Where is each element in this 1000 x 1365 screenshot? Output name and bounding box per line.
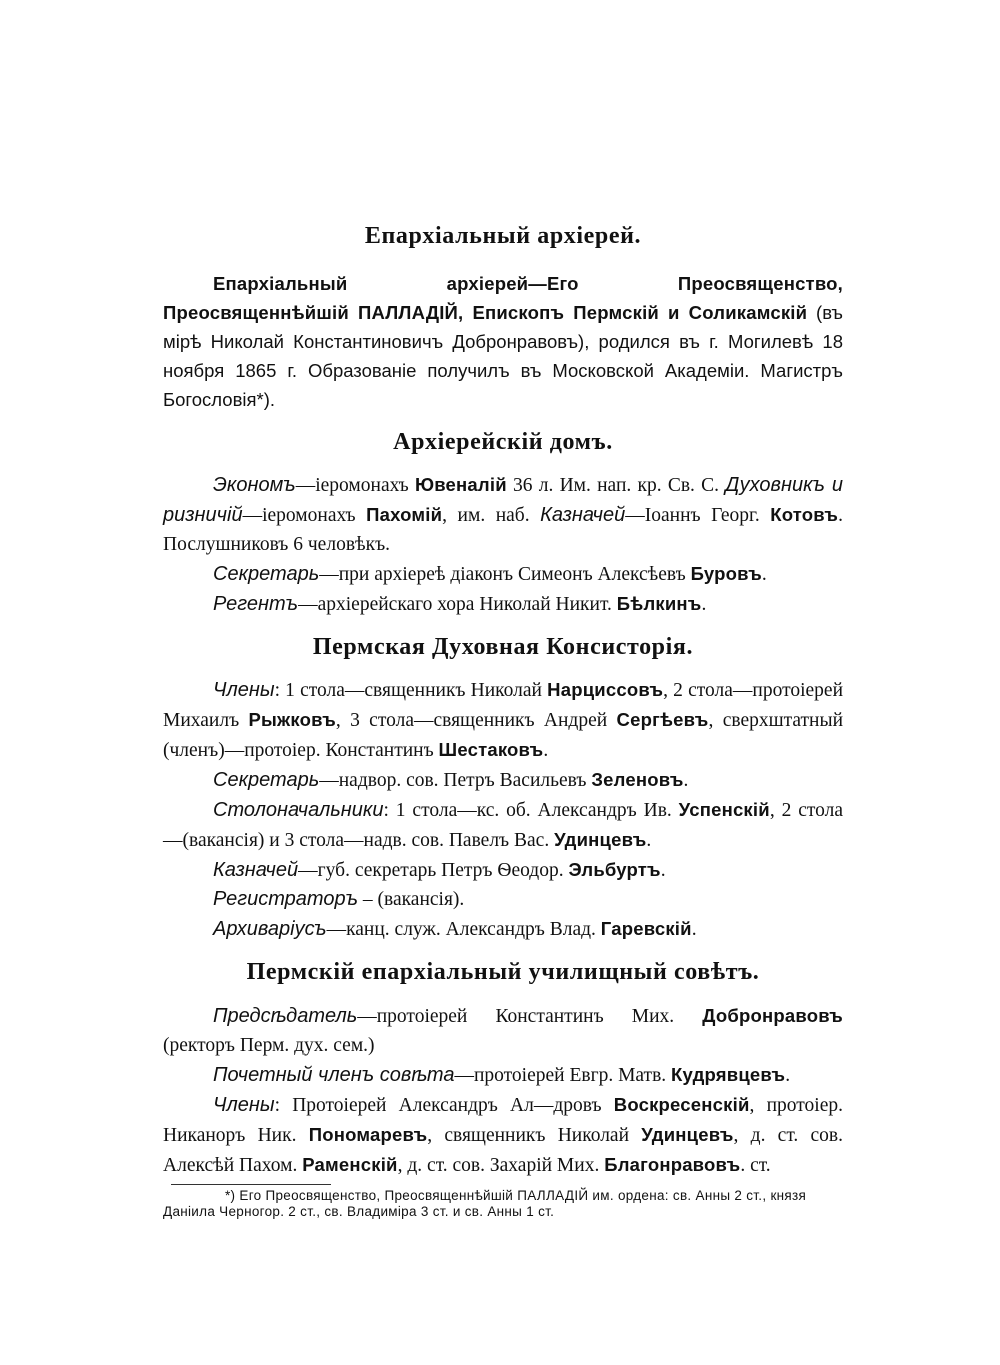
consistory-paragraph-treasurer (163, 855, 843, 885)
person-name: Ювеналій (414, 473, 507, 495)
entry-text: —Іоаннъ Георг. (625, 504, 771, 526)
person-name: Гаревскій (600, 918, 692, 940)
council-paragraph-members (163, 1090, 843, 1180)
entry-text: —при архіереѣ діаконъ Симеонъ Алексѣевъ (319, 563, 691, 585)
council-paragraph-chairman (163, 1001, 843, 1060)
person-name: Зеленовъ (591, 769, 684, 791)
entry-text: : 1 стола—священникъ Николай (274, 680, 548, 702)
entry-text: : 1 стола—кс. об. Александръ Ив. (383, 800, 679, 822)
entry-text: . (761, 563, 767, 585)
consistory-paragraph-registrar (163, 885, 843, 914)
role-label: Предсѣдатель (213, 1005, 358, 1028)
entry-text: , д. ст. сов. Захарій Мих. (397, 1155, 605, 1177)
person-name: Рыжковъ (248, 709, 336, 731)
role-label: Регентъ (213, 592, 299, 615)
consistory-paragraph-members (163, 675, 843, 765)
footnote: *) Его Преосвященство, Преосвященнѣйшій ПАЛЛАДІЙ им. ордена: св. Анны 2 ст., князя Даніила Черногор. 2 ст., св. Владиміра 3 ст. и св. Анны 1 ст. (163, 1188, 807, 1220)
section-heading: Епархіальный архіерей. (364, 223, 642, 249)
section-heading: Пермская Духовная Консисторія. (312, 633, 694, 660)
house-paragraph-staff (163, 470, 843, 559)
entry-text: (ректоръ Перм. дух. сем.) (163, 1035, 375, 1057)
entry-text: —канц. служ. Александръ Влад. (326, 919, 601, 941)
person-name: Нарциссовъ (547, 679, 664, 701)
entry-text: 36 л. Им. нап. кр. Св. С. (506, 474, 726, 496)
role-label: Казначей (540, 503, 626, 526)
entry-text: – (вакансія). (358, 889, 465, 911)
council-paragraph-honorary (163, 1060, 843, 1090)
section-school-council (163, 958, 843, 1180)
person-name: Кудрявцевъ (671, 1064, 786, 1086)
bishop-title: Епархіальный архіерей—Его Преосвященство, Преосвященнѣйшій ПАЛЛАДІЙ, Епископъ Пермскій и Соликамскій (163, 272, 843, 323)
person-name: Благонравовъ (604, 1154, 741, 1176)
entry-text: —надвор. сов. Петръ Васильевъ (319, 770, 592, 792)
role-label: Духовникъ и ризничій (163, 473, 843, 526)
role-label: Члены (213, 1094, 275, 1117)
entry-text: —іеромонахъ (295, 474, 415, 496)
entry-text: —протоіерей Константинъ Мих. (357, 1006, 703, 1028)
role-label: Секретарь (213, 562, 320, 585)
role-label: Экономъ (213, 473, 296, 496)
entry-text: . (701, 593, 707, 615)
entry-text: . (683, 770, 689, 792)
bishop-paragraph (163, 269, 843, 414)
person-name: Эльбуртъ (568, 859, 661, 881)
entry-text: . (660, 860, 666, 882)
role-label: Архиваріусъ (213, 918, 327, 941)
section-eparchial-bishop (163, 222, 843, 414)
entry-text: , сверхштатный (членъ)—протоіер. Константинъ (163, 710, 844, 762)
person-name: Пахомій (366, 503, 443, 525)
role-label: Секретарь (213, 769, 320, 792)
house-paragraph-secretary (163, 559, 843, 589)
consistory-paragraph-archivist (163, 914, 843, 944)
entry-text: , 2 стола—протоіерей Михаилъ (163, 680, 843, 732)
page (163, 222, 843, 1220)
person-name: Добронравовъ (702, 1005, 843, 1027)
person-name: Шестаковъ (438, 739, 544, 761)
section-heading: Пермскій епархіальный училищный совѣтъ. (246, 959, 760, 986)
person-name: Бѣлкинъ (616, 592, 702, 614)
entry-text: —іеромонахъ (242, 504, 367, 526)
person-name: Сергѣевъ (616, 709, 709, 731)
entry-text: —архіерейскаго хора Николай Никит. (298, 593, 617, 615)
entry-text: , им. наб. (442, 504, 541, 526)
section-heading: Архіерейскій домъ. (393, 428, 613, 455)
entry-text: . (646, 830, 652, 852)
person-name: Пономаревъ (308, 1124, 428, 1146)
consistory-paragraph-secretary (163, 765, 843, 795)
person-name: Успенскій (678, 799, 770, 821)
role-label: Казначей (213, 859, 299, 882)
entry-text: —губ. секретарь Петръ Ѳеодор. (298, 860, 569, 882)
entry-text: , 2 стола—(вакансія) и 3 стола—надв. сов. Павелъ Вас. (163, 800, 843, 852)
entry-text: : Протоіерей Александръ Ал—дровъ (274, 1095, 614, 1117)
role-label: Столоначальники (213, 799, 384, 822)
person-name: Раменскій (302, 1154, 398, 1176)
entry-text: , священникъ Николай (427, 1125, 642, 1147)
house-paragraph-regent (163, 589, 843, 619)
role-label: Регистраторъ (213, 888, 359, 911)
person-name: Буровъ (690, 562, 762, 584)
role-label: Члены (213, 679, 275, 702)
role-label: Почетный членъ совѣта (213, 1064, 455, 1087)
section-consistory (163, 633, 843, 945)
entry-text: . (543, 740, 549, 762)
section-bishops-house (163, 428, 843, 619)
entry-text: , протоіер. Никаноръ Ник. (163, 1095, 843, 1147)
person-name: Котовъ (770, 503, 839, 525)
entry-text: . Послушниковъ 6 человѣкъ. (163, 504, 843, 555)
entry-text: . (785, 1065, 791, 1087)
entry-text: , д. ст. сов. Алексѣй Пахом. (163, 1125, 843, 1177)
entry-text: —протоіерей Евгр. Матв. (454, 1065, 672, 1087)
consistory-paragraph-clerks (163, 795, 843, 855)
person-name: Удинцевъ (641, 1124, 734, 1146)
entry-text: . (691, 919, 697, 941)
entry-text: . ст. (740, 1155, 771, 1177)
bishop-bio: (въ мірѣ Николай Константиновичъ Добронравовъ), родился въ г. Могилевѣ 18 ноября 1865 г. Образованіе получилъ въ Московской Академіи. Магистръ Богословія*). (163, 301, 843, 410)
person-name: Воскресенскій (613, 1094, 750, 1116)
person-name: Удинцевъ (554, 829, 647, 851)
footnote-divider (171, 1184, 331, 1185)
entry-text: , 3 стола—священникъ Андрей (335, 710, 617, 732)
